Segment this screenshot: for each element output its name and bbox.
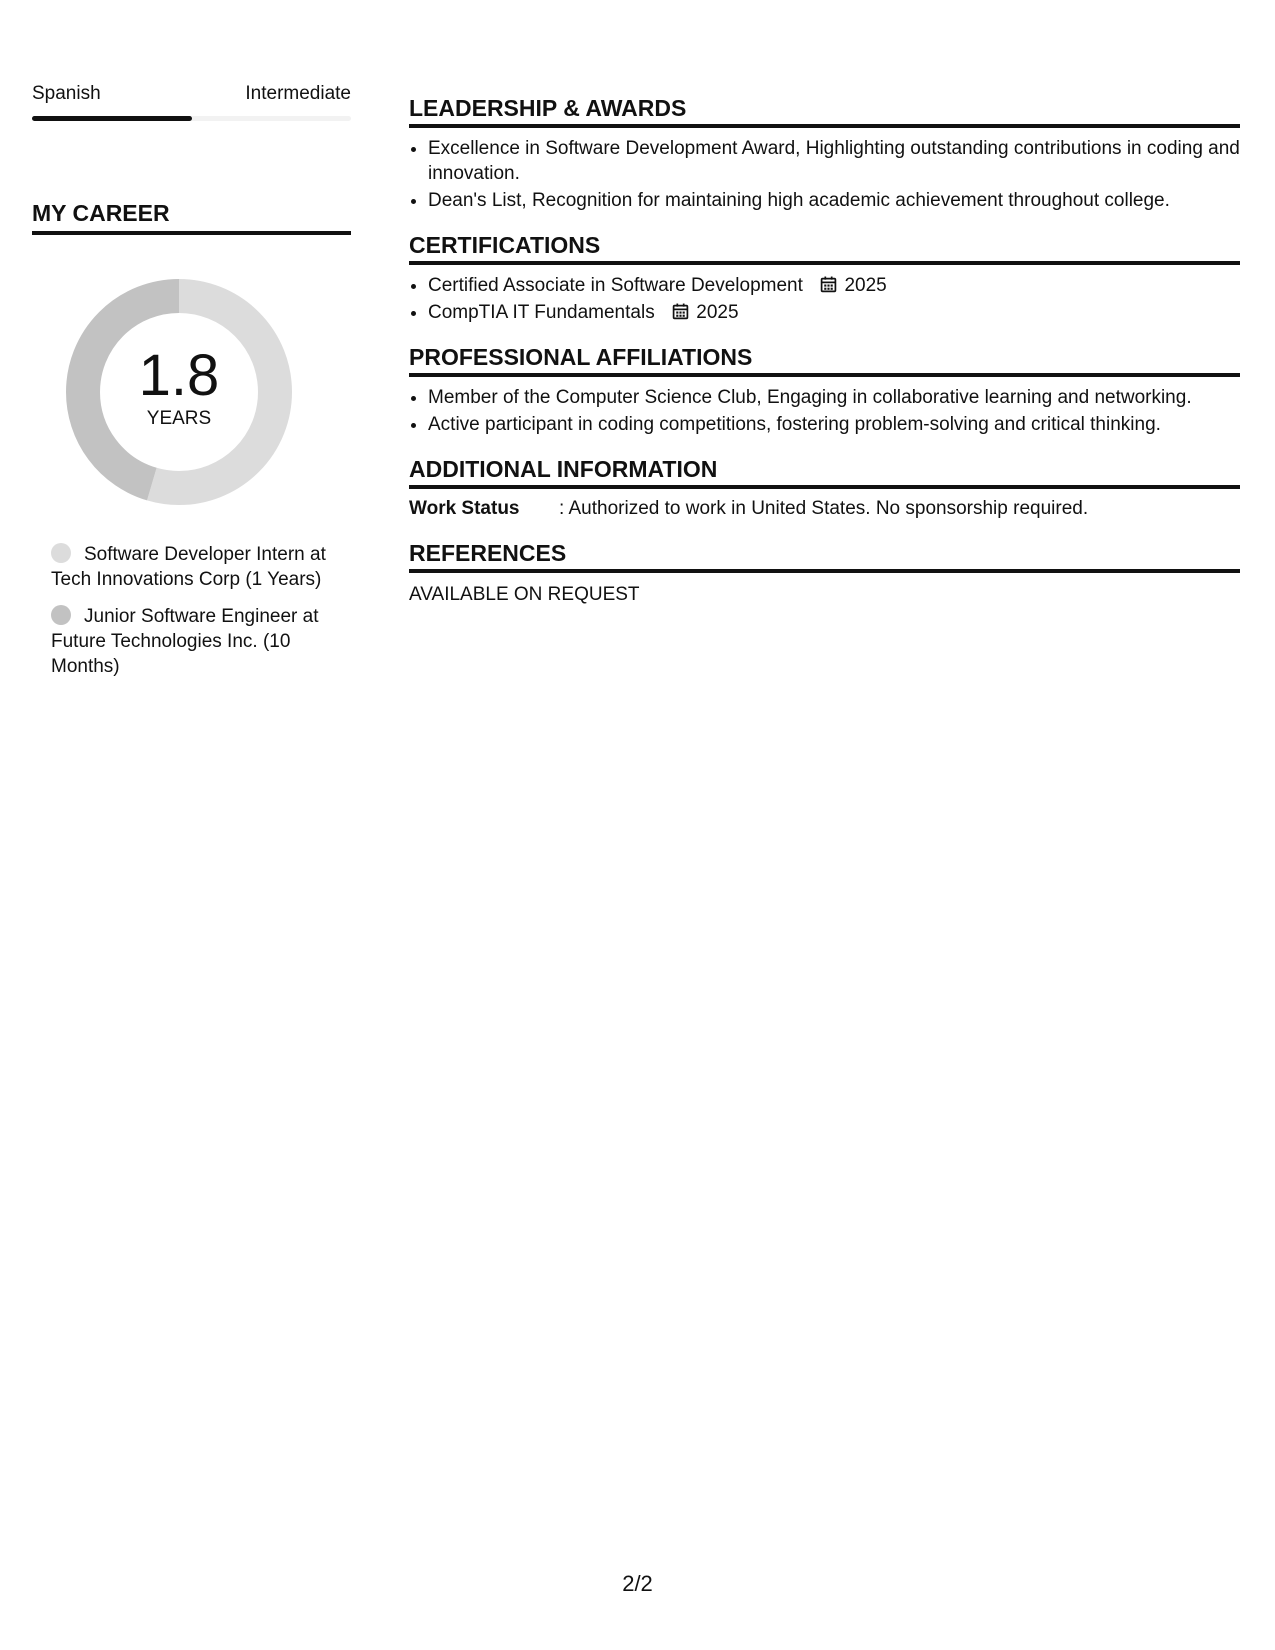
section-heading: ADDITIONAL INFORMATION <box>409 455 1240 489</box>
leadership-list <box>409 136 1240 213</box>
career-item-label: Software Developer Intern at Tech Innovations Corp (1 Years) <box>51 544 326 590</box>
career-item-label: Junior Software Engineer at Future Technologies Inc. (10 Months) <box>51 606 319 677</box>
work-status-value: : Authorized to work in United States. No sponsorship required. <box>559 498 1089 519</box>
list-item: • Dean's List, Recognition for maintaining high academic achievement throughout college. <box>428 188 1240 213</box>
leadership-section <box>409 94 1240 213</box>
career-legend-dot <box>51 543 71 563</box>
certification-year: 2025 <box>696 302 739 323</box>
career-legend-dot <box>51 605 71 625</box>
calendar-icon <box>820 276 837 293</box>
language-progress-fill <box>32 116 192 121</box>
certifications-list <box>409 273 1240 325</box>
career-donut-chart <box>66 279 292 505</box>
work-status-label: Work Status <box>409 498 520 519</box>
calendar-icon <box>672 303 689 320</box>
certification-year: 2025 <box>844 275 887 296</box>
section-heading: LEADERSHIP & AWARDS <box>409 94 1240 128</box>
certification-name: CompTIA IT Fundamentals <box>428 302 655 323</box>
career-total-value: 1.8 <box>138 343 220 408</box>
section-heading: CERTIFICATIONS <box>409 231 1240 265</box>
page-number: 2/2 <box>622 1571 653 1596</box>
language-name: Spanish <box>32 83 101 104</box>
list-item: • Excellence in Software Development Award, Highlighting outstanding contributions in coding and innovation. <box>428 136 1240 186</box>
additional-info-section <box>409 455 1240 521</box>
certifications-section <box>409 231 1240 325</box>
affiliations-section <box>409 343 1240 437</box>
career-item <box>51 604 341 679</box>
career-list <box>32 542 351 679</box>
career-total-unit: YEARS <box>146 408 212 429</box>
work-status-row <box>409 496 1240 521</box>
language-row <box>32 80 351 108</box>
section-heading: PROFESSIONAL AFFILIATIONS <box>409 343 1240 377</box>
main-content <box>409 94 1240 625</box>
list-item <box>428 273 1240 298</box>
list-item <box>428 300 1240 325</box>
sidebar <box>32 80 351 691</box>
career-item <box>51 542 341 592</box>
career-heading: MY CAREER <box>32 199 351 235</box>
references-section <box>409 539 1240 607</box>
donut-center <box>66 279 292 505</box>
affiliations-list <box>409 385 1240 437</box>
language-progress-bar <box>32 116 351 121</box>
references-text: AVAILABLE ON REQUEST <box>409 584 640 605</box>
language-level: Intermediate <box>245 83 351 104</box>
list-item: • Active participant in coding competitions, fostering problem-solving and critical thinking. <box>428 412 1240 437</box>
certification-name: Certified Associate in Software Development <box>428 275 803 296</box>
list-item: • Member of the Computer Science Club, Engaging in collaborative learning and networking. <box>428 385 1240 410</box>
section-heading: REFERENCES <box>409 539 1240 573</box>
